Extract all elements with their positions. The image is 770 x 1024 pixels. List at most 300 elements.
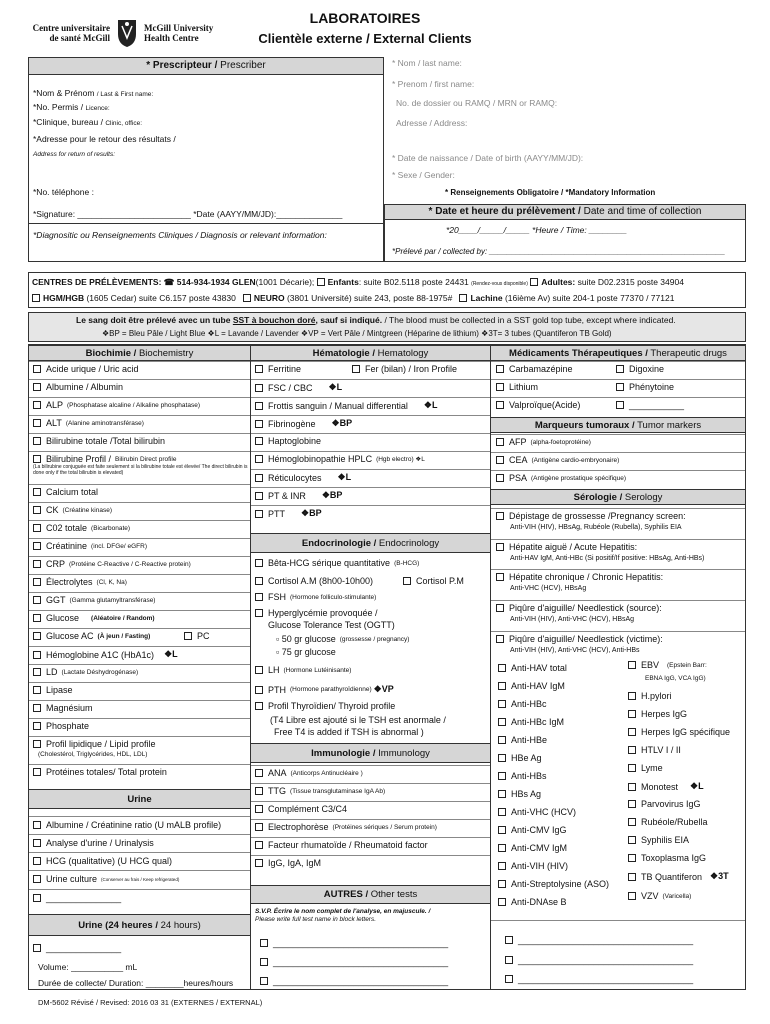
med-left-1-checkbox[interactable] — [496, 383, 504, 391]
sero-left-2[interactable] — [498, 699, 547, 709]
sero-left-6[interactable] — [498, 771, 547, 781]
med-right-1[interactable] — [616, 382, 674, 392]
sero-right-1-checkbox[interactable] — [628, 692, 636, 700]
bio-item-21-checkbox[interactable] — [33, 768, 41, 776]
hema-item-8[interactable] — [255, 508, 322, 519]
urine24-duration[interactable]: Durée de collecte/ Duration: ________heures/hours — [38, 978, 234, 988]
endo-pth[interactable] — [255, 684, 394, 695]
urine-item-4-label: _______________ — [46, 893, 122, 903]
sero-panel-1[interactable] — [496, 542, 637, 552]
endo-ogtt[interactable] — [255, 608, 378, 618]
row-divider — [251, 361, 490, 362]
sero-right-8-checkbox[interactable] — [628, 818, 636, 826]
endo-cortisol-am[interactable] — [255, 576, 373, 586]
endo-pth-checkbox[interactable] — [255, 686, 263, 694]
autres-checkbox-3[interactable] — [260, 977, 268, 985]
sero-left-7[interactable] — [498, 789, 541, 799]
centre-enfants-label: Enfants — [327, 277, 359, 287]
bio-item-15-checkbox[interactable] — [33, 651, 41, 659]
endo-lh[interactable] — [255, 665, 351, 675]
hema-item-2-label: Frottis sanguin / Manual differential — [268, 400, 408, 411]
marq-item-0[interactable] — [496, 437, 591, 447]
hema-item-0-checkbox[interactable] — [255, 365, 263, 373]
bio-item-7-note: (Créatine kinase) — [62, 506, 113, 514]
sero-right-12-label: VZV — [641, 891, 659, 901]
sero-panel-3[interactable] — [496, 603, 662, 613]
bio-item-18[interactable] — [33, 703, 93, 713]
bio-pc-checkbox[interactable] — [184, 632, 192, 640]
med-right-1-checkbox[interactable] — [616, 383, 624, 391]
autres-header — [251, 885, 490, 904]
hema-item-1-checkbox[interactable] — [255, 384, 263, 392]
endo-ogtt-en: Glucose Tolerance Test (OGTT) — [268, 620, 395, 630]
urine24-blank[interactable] — [33, 943, 121, 953]
sero-right-2-checkbox[interactable] — [628, 710, 636, 718]
immuno-item-1-checkbox[interactable] — [255, 787, 263, 795]
collection-by-field[interactable]: *Prélevé par / collected by: _____________________________________________________ — [392, 247, 726, 256]
hema-item-3[interactable] — [255, 418, 352, 429]
centre-neuro-checkbox[interactable] — [243, 294, 251, 302]
endo-fsh-note: (Hormone folliculo-stimulante) — [290, 593, 377, 601]
bio-item-8-checkbox[interactable] — [33, 524, 41, 532]
sero-left-4-label: Anti-HBe — [511, 735, 548, 745]
sero-left-5[interactable] — [498, 753, 542, 763]
marq-item-2-checkbox[interactable] — [496, 474, 504, 482]
hema-item-3-checkbox[interactable] — [255, 420, 263, 428]
bio-item-13-note: (Aléatoire / Random) — [91, 614, 155, 622]
row-divider — [29, 682, 250, 683]
sero-left-12[interactable] — [498, 879, 609, 889]
sero-left-1[interactable] — [498, 681, 565, 691]
sero-right-5[interactable] — [628, 763, 663, 773]
row-divider — [29, 764, 250, 765]
urine-item-0[interactable] — [33, 820, 221, 830]
bio-lipid-note: (Cholestérol, Triglycérides, HDL, LDL) — [38, 751, 148, 758]
sero-left-8-checkbox[interactable] — [498, 808, 506, 816]
hema-item-4-checkbox[interactable] — [255, 437, 263, 445]
sero-ebv-note-2: EBNA IgG, VCA IgG) — [645, 675, 706, 682]
endo-lh-checkbox[interactable] — [255, 666, 263, 674]
prescriber-name-field[interactable] — [33, 88, 153, 98]
patient-last-name-field[interactable]: * Nom / last name: — [392, 58, 462, 68]
bio-item-11-checkbox[interactable] — [33, 578, 41, 586]
sero-right-2-label: Herpes IgG — [641, 709, 688, 719]
sero-right-6-checkbox[interactable] — [628, 783, 636, 791]
med-right-0[interactable] — [616, 364, 664, 374]
bio-item-6[interactable] — [33, 487, 98, 497]
tube-notice-en: / The blood must be collected in a SST gold top tube, except where indicated. — [384, 315, 676, 325]
sero-left-11-checkbox[interactable] — [498, 862, 506, 870]
hema-iron-profile-label: Fer (bilan) / Iron Profile — [365, 364, 458, 374]
bio-item-1[interactable] — [33, 382, 123, 392]
urine-item-1[interactable] — [33, 838, 154, 848]
endo-fsh-checkbox[interactable] — [255, 593, 263, 601]
autres-blank-3[interactable] — [260, 976, 448, 986]
urine-item-2-checkbox[interactable] — [33, 857, 41, 865]
sero-blank-0-checkbox[interactable] — [505, 936, 513, 944]
sero-left-12-checkbox[interactable] — [498, 880, 506, 888]
bio-item-17[interactable] — [33, 685, 73, 695]
marq-item-0-checkbox[interactable] — [496, 438, 504, 446]
hema-item-7[interactable] — [255, 490, 342, 501]
sero-right-7[interactable] — [628, 799, 701, 809]
centre-lachine-checkbox[interactable] — [459, 294, 467, 302]
endo-thyroid-checkbox[interactable] — [255, 702, 263, 710]
sero-panel-0-checkbox[interactable] — [496, 512, 504, 520]
sero-left-0-checkbox[interactable] — [498, 664, 506, 672]
med-left-1[interactable] — [496, 382, 538, 392]
sero-left-6-checkbox[interactable] — [498, 772, 506, 780]
sero-right-11[interactable] — [628, 871, 729, 882]
hema-item-5-checkbox[interactable] — [255, 455, 263, 463]
bio-item-2[interactable] — [33, 400, 200, 410]
endo-cortisol-am-checkbox[interactable] — [255, 577, 263, 585]
autres-blank-2[interactable] — [260, 957, 448, 967]
bio-item-14[interactable] — [33, 631, 150, 641]
bio-item-5[interactable] — [33, 454, 176, 464]
sero-right-12-checkbox[interactable] — [628, 892, 636, 900]
urine-item-4[interactable] — [33, 893, 121, 903]
sero-right-3-label: Herpes IgG spécifique — [641, 727, 731, 737]
patient-sex-field[interactable]: * Sexe / Gender: — [392, 170, 455, 180]
immuno-item-0[interactable] — [255, 768, 363, 778]
bio-item-15-label: Hémoglobine A1C (HbA1c) — [46, 649, 155, 660]
sero-left-10[interactable] — [498, 843, 567, 853]
sero-right-10[interactable] — [628, 853, 706, 863]
row-divider — [29, 484, 250, 485]
sero-blank-1[interactable] — [505, 955, 693, 965]
immuno-item-3-note: (Protéines sériques / Serum protein) — [332, 823, 437, 831]
endocrinologie-heading: Endocrinologie / — [301, 538, 377, 549]
sero-left-12-label: Anti-Streptolysine (ASO) — [511, 879, 610, 889]
sero-tb-tag: ❖3T — [710, 871, 729, 881]
centre-hgm-checkbox[interactable] — [32, 294, 40, 302]
sero-left-0[interactable] — [498, 663, 567, 673]
bio-item-6-checkbox[interactable] — [33, 488, 41, 496]
autres-checkbox-2[interactable] — [260, 958, 268, 966]
urine24-volume[interactable]: Volume: ___________ mL — [38, 962, 138, 972]
bio-item-21[interactable] — [33, 767, 167, 777]
row-divider — [29, 718, 250, 719]
bio-item-18-checkbox[interactable] — [33, 704, 41, 712]
endo-ogtt-checkbox[interactable] — [255, 609, 263, 617]
marqueurs-heading: Marqueurs tumoraux / — [534, 420, 635, 431]
centre-enfants-checkbox[interactable] — [317, 278, 325, 286]
urine-item-0-checkbox[interactable] — [33, 821, 41, 829]
sero-right-0-label: EBV — [641, 660, 660, 670]
sero-panel-4[interactable] — [496, 634, 663, 644]
urine24-checkbox[interactable] — [33, 944, 41, 952]
endo-bhcg-checkbox[interactable] — [255, 559, 263, 567]
bio-item-0-checkbox[interactable] — [33, 365, 41, 373]
urine-item-3[interactable] — [33, 874, 179, 884]
endo-ogtt-75[interactable]: ▫ 75 gr glucose — [276, 647, 336, 657]
marq-item-2[interactable] — [496, 473, 626, 483]
bio-item-1-checkbox[interactable] — [33, 383, 41, 391]
prescriber-permit-field[interactable] — [33, 102, 110, 112]
urine-item-4-checkbox[interactable] — [33, 894, 41, 902]
bio-item-0[interactable] — [33, 364, 139, 374]
sero-right-9[interactable] — [628, 835, 689, 845]
marq-item-1-checkbox[interactable] — [496, 456, 504, 464]
sero-blank-2-checkbox[interactable] — [505, 975, 513, 983]
bio-item-5-checkbox[interactable] — [33, 455, 41, 463]
patient-first-name-field[interactable]: * Prenom / first name: — [392, 79, 475, 89]
sero-left-9-label: Anti-CMV IgG — [511, 825, 567, 835]
sero-left-13-checkbox[interactable] — [498, 898, 506, 906]
sero-right-4[interactable] — [628, 745, 681, 755]
bio-item-19-checkbox[interactable] — [33, 722, 41, 730]
sero-right-9-checkbox[interactable] — [628, 836, 636, 844]
sero-left-2-checkbox[interactable] — [498, 700, 506, 708]
bio-item-10[interactable] — [33, 559, 191, 569]
prescriber-clinic-field[interactable] — [33, 117, 142, 127]
med-right-2[interactable] — [616, 400, 684, 410]
endo-pth-tube: ❖VP — [373, 684, 394, 694]
logo-block — [30, 18, 220, 52]
immuno-item-4[interactable] — [255, 840, 428, 850]
urine-header — [29, 789, 250, 809]
bio-item-4-checkbox[interactable] — [33, 437, 41, 445]
sero-left-0-label: Anti-HAV total — [511, 663, 567, 673]
sero-blank-2[interactable] — [505, 974, 693, 984]
bio-item-5-label: Bilirubine Profil / — [46, 454, 112, 464]
bio-item-11[interactable] — [33, 577, 127, 587]
patient-dob-field[interactable]: * Date de naissance / Date of birth (AAYY/MM/JD): — [392, 153, 584, 163]
sero-left-1-checkbox[interactable] — [498, 682, 506, 690]
immuno-item-5[interactable] — [255, 858, 321, 868]
marq-item-0-label: AFP — [509, 437, 527, 447]
endo-thyroid[interactable] — [255, 701, 395, 711]
bio-item-8[interactable] — [33, 523, 130, 533]
sero-right-1[interactable] — [628, 691, 672, 701]
hema-iron-profile[interactable] — [352, 364, 457, 374]
sero-right-8[interactable] — [628, 817, 708, 827]
collection-date-field[interactable]: *20____/_____/_____ *Heure / Time: ________ — [446, 225, 627, 235]
hema-item-6-checkbox[interactable] — [255, 474, 263, 482]
serologie-heading-en: Serology — [622, 492, 663, 503]
sero-left-3[interactable] — [498, 717, 564, 727]
hema-item-2[interactable] — [255, 400, 438, 411]
centres-label: CENTRES DE PRÉLÈVEMENTS: — [32, 277, 162, 287]
row-divider — [29, 538, 250, 539]
medicaments-header — [491, 345, 745, 361]
endo-cortisol-pm[interactable] — [403, 576, 464, 586]
sero-left-13[interactable] — [498, 897, 567, 907]
prescriber-signature-field[interactable]: *Signature: ________________________ *Date (AAYY/MM/JD):______________ — [33, 209, 343, 219]
bio-item-4[interactable] — [33, 436, 165, 446]
sero-vzv-note: (Varicella) — [662, 892, 692, 900]
med-left-2[interactable] — [496, 400, 580, 410]
marq-item-1[interactable] — [496, 455, 619, 465]
bio-item-1-label: Albumine / Albumin — [46, 382, 124, 392]
sero-panel-3-checkbox[interactable] — [496, 604, 504, 612]
sero-right-3[interactable] — [628, 727, 730, 737]
sero-right-5-checkbox[interactable] — [628, 764, 636, 772]
immuno-item-2[interactable] — [255, 804, 347, 814]
sero-left-9-checkbox[interactable] — [498, 826, 506, 834]
sero-left-4-checkbox[interactable] — [498, 736, 506, 744]
sero-right-2[interactable] — [628, 709, 687, 719]
med-right-2-checkbox[interactable] — [616, 401, 624, 409]
sero-panel-2[interactable] — [496, 572, 663, 582]
sero-left-9[interactable] — [498, 825, 567, 835]
sero-panel-1-checkbox[interactable] — [496, 543, 504, 551]
centres-line-2 — [32, 293, 674, 303]
bio-item-10-note: (Protéine C-Reactive / C-Reactive protein) — [69, 560, 191, 568]
row-divider — [251, 505, 490, 506]
bio-item-15[interactable] — [33, 649, 178, 660]
bio-item-13[interactable] — [33, 613, 155, 623]
immuno-item-3-checkbox[interactable] — [255, 823, 263, 831]
prescriber-diagnostic-field[interactable]: *Diagnositic ou Renseignements Cliniques / Diagnosis or relevant information: — [33, 230, 327, 240]
sero-left-4[interactable] — [498, 735, 547, 745]
sero-right-11-checkbox[interactable] — [628, 873, 636, 881]
sero-panel-2-checkbox[interactable] — [496, 573, 504, 581]
med-left-2-checkbox[interactable] — [496, 401, 504, 409]
hema-item-6[interactable] — [255, 472, 351, 483]
bio-item-9-checkbox[interactable] — [33, 542, 41, 550]
endo-bhcg-label: Bêta-HCG sérique quantitative — [268, 558, 391, 568]
med-left-0-checkbox[interactable] — [496, 365, 504, 373]
sero-blank-1-checkbox[interactable] — [505, 956, 513, 964]
sero-blank-0[interactable] — [505, 935, 693, 945]
sero-left-8[interactable] — [498, 807, 576, 817]
bio-item-11-note: (Cl, K, Na) — [96, 578, 127, 586]
prescriber-phone-field[interactable]: *No. téléphone : — [33, 187, 94, 197]
centre-glen-address: (1001 Décarie); — [255, 277, 315, 287]
row-divider — [491, 631, 745, 632]
bio-item-10-checkbox[interactable] — [33, 560, 41, 568]
urine-item-3-checkbox[interactable] — [33, 875, 41, 883]
row-divider — [491, 434, 745, 435]
sero-right-0-checkbox[interactable] — [628, 661, 636, 669]
bio-item-15-note: ❖L — [164, 649, 178, 659]
urine-item-1-checkbox[interactable] — [33, 839, 41, 847]
row-divider — [29, 379, 250, 380]
bio-item-7[interactable] — [33, 505, 112, 515]
hema-item-7-checkbox[interactable] — [255, 492, 263, 500]
sero-panel-4-checkbox[interactable] — [496, 635, 504, 643]
immuno-item-1[interactable] — [255, 786, 385, 796]
immuno-item-3[interactable] — [255, 822, 437, 832]
immuno-item-4-checkbox[interactable] — [255, 841, 263, 849]
row-divider — [29, 664, 250, 665]
immuno-item-5-checkbox[interactable] — [255, 859, 263, 867]
hema-item-5[interactable] — [255, 454, 425, 464]
autres-blank-1[interactable] — [260, 938, 448, 948]
collection-heading: * Date et heure du prélèvement / — [428, 206, 581, 217]
sero-left-2-label: Anti-HBc — [511, 699, 547, 709]
immuno-item-0-checkbox[interactable] — [255, 769, 263, 777]
bio-item-9-note: (incl. DFGe/ eGFR) — [91, 542, 148, 550]
autres-note-2: Please write full test name in block letters. — [255, 916, 377, 923]
hema-item-1[interactable] — [255, 382, 342, 393]
sero-right-12[interactable] — [628, 891, 691, 901]
sero-right-4-checkbox[interactable] — [628, 746, 636, 754]
bio-item-9[interactable] — [33, 541, 147, 551]
bio-item-3[interactable] — [33, 418, 144, 428]
centre-glen-label: GLEN — [232, 277, 256, 287]
bio-item-19[interactable] — [33, 721, 89, 731]
page-title: LABORATOIRES — [309, 10, 421, 26]
bio-item-11-label: Électrolytes — [46, 577, 93, 587]
endo-cortisol-pm-checkbox[interactable] — [403, 577, 411, 585]
centre-neuro-label: NEURO — [253, 293, 285, 303]
endo-ogtt-50[interactable] — [276, 634, 409, 644]
sero-right-3-checkbox[interactable] — [628, 728, 636, 736]
prescriber-address-field[interactable]: *Adresse pour le retour des résultats / — [33, 134, 176, 144]
sero-left-10-checkbox[interactable] — [498, 844, 506, 852]
bio-item-20-checkbox[interactable] — [33, 740, 41, 748]
autres-heading: AUTRES / — [323, 889, 369, 900]
bio-item-14-checkbox[interactable] — [33, 632, 41, 640]
hema-item-5-label: Hémoglobinopathie HPLC — [268, 454, 373, 464]
bio-item-17-checkbox[interactable] — [33, 686, 41, 694]
sero-right-10-checkbox[interactable] — [628, 854, 636, 862]
sero-right-7-checkbox[interactable] — [628, 800, 636, 808]
centre-adultes-checkbox[interactable] — [530, 278, 538, 286]
bio-item-10-label: CRP — [46, 559, 66, 569]
bio-pc[interactable] — [184, 631, 210, 641]
prescriber-heading: * Prescripteur / — [146, 60, 218, 71]
patient-address-field[interactable]: Adresse / Address: — [396, 118, 468, 128]
hema-item-4[interactable] — [255, 436, 321, 446]
endo-fsh[interactable] — [255, 592, 376, 602]
sero-right-7-label: Parvovirus IgG — [641, 799, 701, 809]
biochimie-header — [29, 345, 250, 361]
bio-item-12-checkbox[interactable] — [33, 596, 41, 604]
endo-bhcg[interactable] — [255, 558, 419, 568]
hema-item-8-checkbox[interactable] — [255, 510, 263, 518]
sero-left-11[interactable] — [498, 861, 568, 871]
bio-item-20[interactable] — [33, 739, 156, 749]
bio-item-7-checkbox[interactable] — [33, 506, 41, 514]
sero-panel-0[interactable] — [496, 511, 686, 521]
bio-item-12[interactable] — [33, 595, 155, 605]
sero-left-7-checkbox[interactable] — [498, 790, 506, 798]
sero-right-6[interactable] — [628, 781, 704, 792]
bio-item-2-checkbox[interactable] — [33, 401, 41, 409]
prescriber-name-label-en: / Last & First name: — [96, 91, 154, 98]
row-divider — [29, 889, 250, 890]
row-divider — [491, 920, 745, 921]
immuno-item-2-checkbox[interactable] — [255, 805, 263, 813]
tube-notice-fr: Le sang doit être prélevé avec un tube — [76, 315, 231, 325]
patient-file-field[interactable]: No. de dossier ou RAMQ / MRN or RAMQ: — [396, 98, 558, 108]
bio-item-16[interactable] — [33, 667, 138, 677]
hema-item-2-checkbox[interactable] — [255, 402, 263, 410]
row-divider — [29, 574, 250, 575]
hema-item-0[interactable] — [255, 364, 301, 374]
serologie-heading: Sérologie / — [573, 492, 623, 503]
sero-left-3-checkbox[interactable] — [498, 718, 506, 726]
bio-item-13-checkbox[interactable] — [33, 614, 41, 622]
muhc-crest-icon — [116, 18, 138, 48]
hema-iron-profile-checkbox[interactable] — [352, 365, 360, 373]
med-right-0-checkbox[interactable] — [616, 365, 624, 373]
sero-right-0[interactable] — [628, 660, 707, 670]
immuno-item-1-note: (Tissue transglutaminase IgA Ab) — [290, 787, 386, 795]
autres-checkbox-1[interactable] — [260, 939, 268, 947]
sero-left-5-checkbox[interactable] — [498, 754, 506, 762]
med-left-0[interactable] — [496, 364, 573, 374]
marq-item-1-label: CEA — [509, 455, 528, 465]
urine-item-2[interactable] — [33, 856, 172, 866]
sero-panel-2-sub: Anti-VHC (HCV), HBsAg — [510, 585, 587, 592]
bio-item-16-checkbox[interactable] — [33, 668, 41, 676]
bio-item-3-checkbox[interactable] — [33, 419, 41, 427]
